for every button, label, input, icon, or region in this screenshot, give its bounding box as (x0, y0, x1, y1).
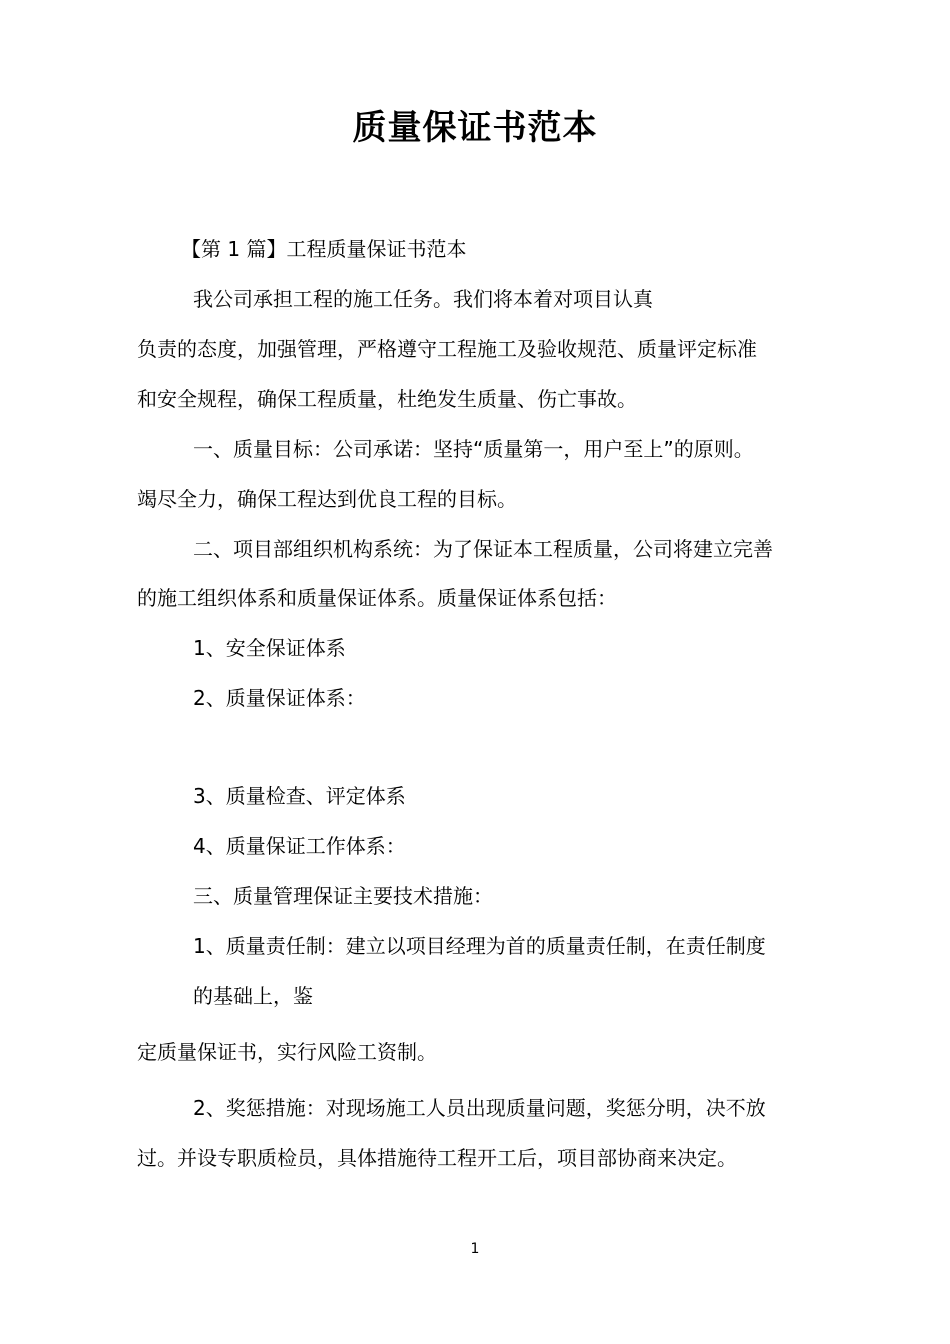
paragraph-line: 一、质量目标：公司承诺：坚持“质量第一，用户至上”的原则。 (193, 437, 754, 461)
page-number: 1 (470, 1241, 480, 1257)
paragraph-line: 竭尽全力，确保工程达到优良工程的目标。 (137, 487, 517, 511)
paragraph-line: 过。并设专职质检员，具体措施待工程开工后，项目部协商来决定。 (137, 1146, 737, 1170)
paragraph-line: 和安全规程，确保工程质量，杜绝发生质量、伤亡事故。 (137, 387, 637, 411)
paragraph-line: 1、质量责任制：建立以项目经理为首的质量责任制，在责任制度 (193, 934, 766, 958)
paragraph-line: 我公司承担工程的施工任务。我们将本着对项目认真 (193, 287, 653, 311)
list-item: 1、安全保证体系 (193, 636, 346, 660)
list-item: 2、质量保证体系： (193, 686, 366, 710)
paragraph-line: 的基础上，鉴 (193, 984, 313, 1008)
paragraph-line: 定质量保证书，实行风险工资制。 (137, 1040, 437, 1064)
section-heading: 【第 1 篇】工程质量保证书范本 (181, 237, 467, 261)
list-item: 3、质量检查、评定体系 (193, 784, 406, 808)
list-item: 4、质量保证工作体系： (193, 834, 406, 858)
document-title: 质量保证书范本 (352, 108, 598, 148)
paragraph-line: 二、项目部组织机构系统：为了保证本工程质量，公司将建立完善 (193, 537, 773, 561)
paragraph-line: 2、奖惩措施：对现场施工人员出现质量问题，奖惩分明，决不放 (193, 1096, 766, 1120)
paragraph-line: 负责的态度，加强管理，严格遵守工程施工及验收规范、质量评定标准 (137, 337, 757, 361)
section-heading: 三、质量管理保证主要技术措施： (193, 884, 493, 908)
paragraph-line: 的施工组织体系和质量保证体系。质量保证体系包括： (137, 586, 617, 610)
